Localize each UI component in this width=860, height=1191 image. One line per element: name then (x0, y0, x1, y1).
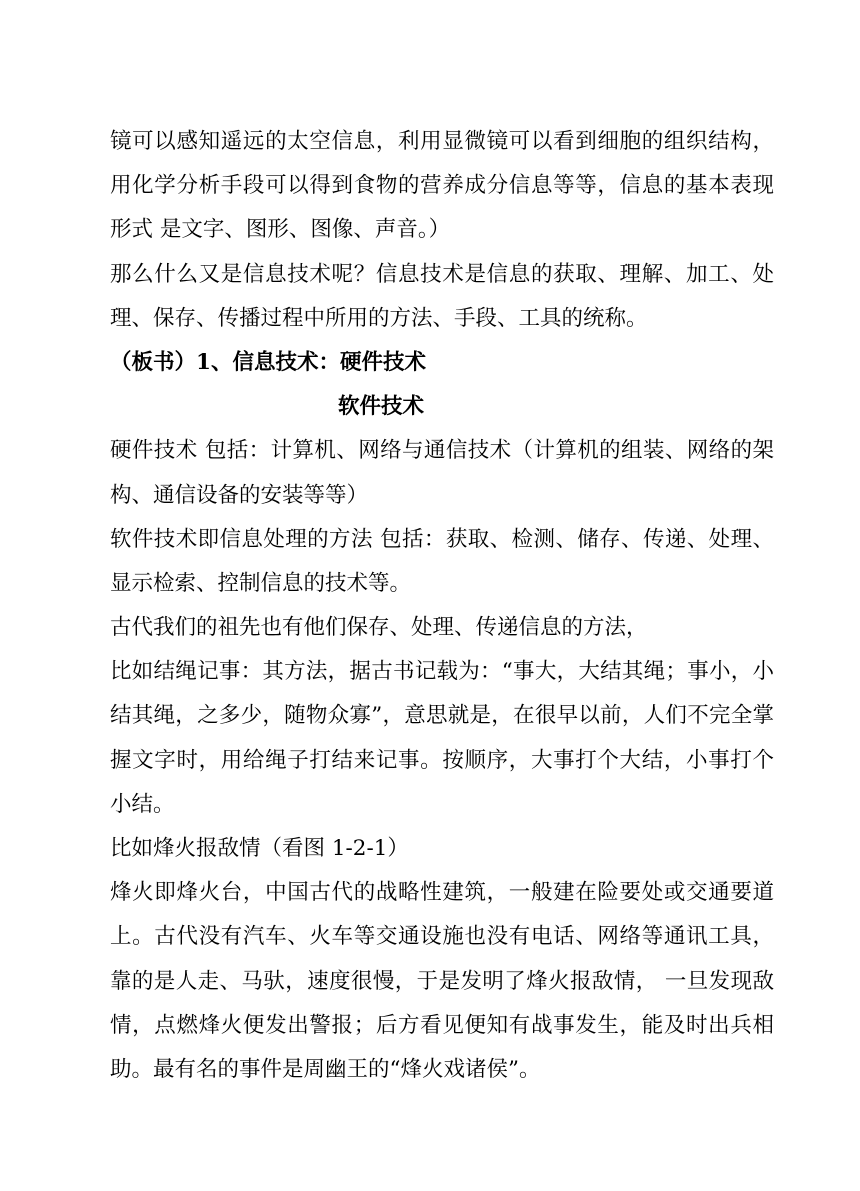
body-text-line: 用化学分析手段可以得到食物的营养成分信息等等，信息的基本表现 (110, 173, 774, 199)
body-text-line: 镜可以感知遥远的太空信息，利用显微镜可以看到细胞的组织结构， (110, 129, 774, 154)
body-text-line: 比如结绳记事：其方法，据古书记载为：“事大，大结其绳；事小，小 (110, 659, 774, 685)
body-text-line: 形式 是文字、图形、图像、声音。） (110, 217, 451, 243)
body-text-line: 握文字时，用给绳子打结来记事。按顺序，大事打个大结，小事打个 (110, 747, 774, 773)
body-text-line: 结其绳，之多少，随物众寡”，意思就是，在很早以前，人们不完全掌 (110, 703, 774, 729)
body-text-line: 小结。 (110, 791, 175, 817)
body-text-line: 烽火即烽火台，中国古代的战略性建筑，一般建在险要处或交通要道 (110, 880, 774, 906)
body-text-line: 情，点燃烽火便发出警报；后方看见便知有战事发生，能及时出兵相 (110, 1012, 774, 1038)
body-text-line: 助。最有名的事件是周幽王的“烽火戏诸侯”。 (110, 1056, 541, 1082)
body-text-line: 古代我们的祖先也有他们保存、处理、传递信息的方法， (110, 615, 648, 641)
document-page (110, 120, 774, 1092)
board-heading: （板书）1、信息技术：硬件技术 (110, 349, 426, 375)
body-text-line: 理、保存、传播过程中所用的方法、手段、工具的统称。 (110, 305, 648, 331)
body-text-line: 比如烽火报敌情（看图 1-2-1） (110, 836, 409, 861)
body-text-line: 构、通信设备的安装等等） (110, 482, 369, 508)
body-text-line: 硬件技术 包括：计算机、网络与通信技术（计算机的组装、网络的架 (110, 438, 774, 464)
body-text-line: 软件技术即信息处理的方法 包括：获取、检测、储存、传递、处理、 (110, 526, 774, 552)
body-text-line: 上。古代没有汽车、火车等交通设施也没有电话、网络等通讯工具， (110, 924, 774, 950)
board-subheading: 软件技术 (338, 394, 425, 420)
body-text-line: 显示检索、控制信息的技术等。 (110, 570, 412, 596)
body-text-line: 靠的是人走、马驮，速度很慢，于是发明了烽火报敌情， 一旦发现敌 (110, 968, 774, 994)
body-text-line: 那么什么又是信息技术呢？信息技术是信息的获取、理解、加工、处 (110, 261, 774, 287)
